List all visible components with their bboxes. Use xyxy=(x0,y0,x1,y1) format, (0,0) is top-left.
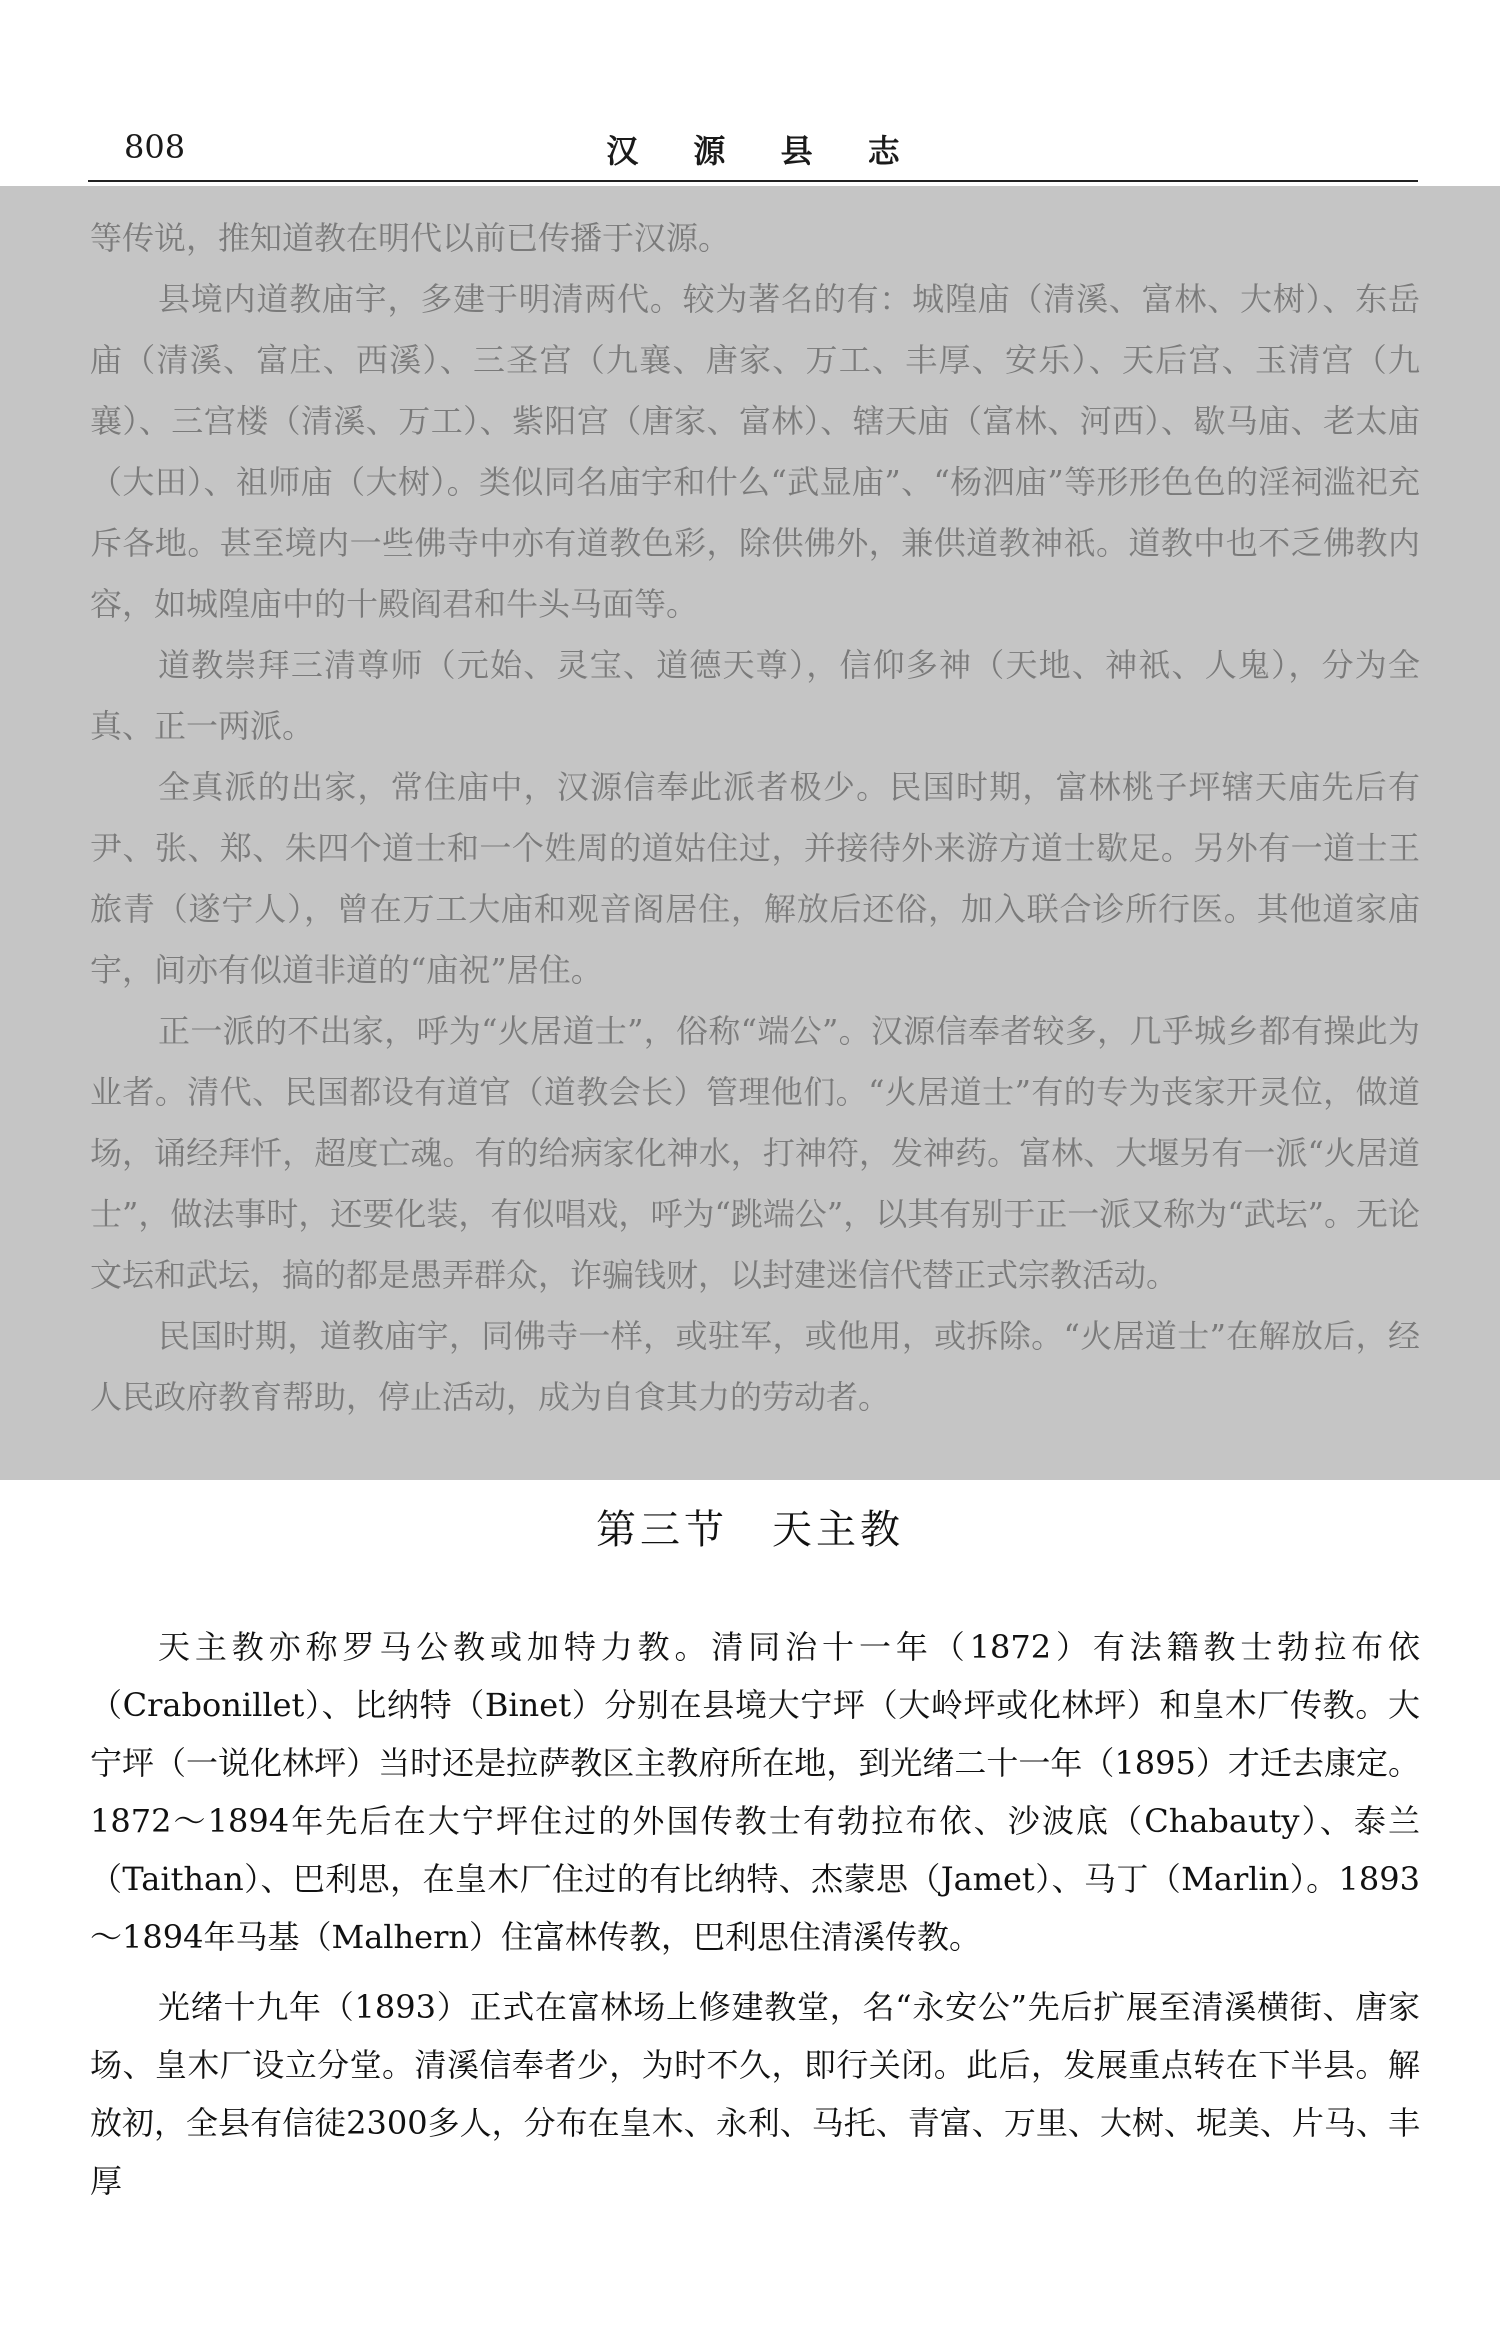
page-header xyxy=(88,120,1418,182)
page-number: 808 xyxy=(124,128,186,166)
shaded-paragraph: 全真派的出家，常住庙中，汉源信奉此派者极少。民国时期，富林桃子坪辖天庙先后有尹、张、郑、朱四个道士和一个姓周的道姑住过，并接待外来游方道士歇足。另外有一道士王旅青（遂宁人），曾在万工大庙和观音阁居住，解放后还俗，加入联合诊所行医。其他道家庙宇，间亦有似道非道的“庙祝”居住。 xyxy=(90,768,1420,989)
shaded-text-block xyxy=(90,208,1420,1428)
shaded-paragraph: 道教崇拜三清尊师（元始、灵宝、道德天尊），信仰多神（天地、神祇、人鬼），分为全真、正一两派。 xyxy=(90,646,1420,745)
shaded-paragraph: 县境内道教庙宇，多建于明清两代。较为著名的有：城隍庙（清溪、富林、大树）、东岳庙（清溪、富庄、西溪）、三圣宫（九襄、唐家、万工、丰厚、安乐）、天后宫、玉清宫（九襄）、三宫楼（清溪、万工）、紫阳宫（唐家、富林）、辖天庙（富林、河西）、歇马庙、老太庙（大田）、祖师庙（大树）。类似同名庙宇和什么“武显庙”、“杨泗庙”等形形色色的淫祠滥祀充斥各地。甚至境内一些佛寺中亦有道教色彩，除供佛外，兼供道教神祇。道教中也不乏佛教内容，如城隍庙中的十殿阎君和牛头马面等。 xyxy=(90,280,1420,623)
main-text-block xyxy=(90,1618,1420,2210)
section-title: 第三节 天主教 xyxy=(596,1507,904,1553)
shaded-paragraph: 民国时期，道教庙宇，同佛寺一样，或驻军，或他用，或拆除。“火居道士”在解放后，经人民政府教育帮助，停止活动，成为自食其力的劳动者。 xyxy=(90,1317,1420,1416)
main-paragraph: 天主教亦称罗马公教或加特力教。清同治十一年（1872）有法籍教士勃拉布依（Crabonillet）、比纳特（Binet）分别在县境大宁坪（大岭坪或化林坪）和皇木厂传教。大宁坪（一说化林坪）当时还是拉萨教区主教府所在地，到光绪二十一年（1895）才迁去康定。1872～1894年先后在大宁坪住过的外国传教士有勃拉布依、沙波底（Chabauty）、泰兰（Taithan）、巴利思，在皇木厂住过的有比纳特、杰蒙思（Jamet）、马丁（Marlin）。1893～1894年马基（Malhern）住富林传教，巴利思住清溪传教。 xyxy=(90,1628,1420,1956)
main-paragraph: 光绪十九年（1893）正式在富林场上修建教堂，名“永安公”先后扩展至清溪横街、唐家场、皇木厂设立分堂。清溪信奉者少，为时不久，即行关闭。此后，发展重点转在下半县。解放初，全县有信徒2300多人，分布在皇木、永利、马托、青富、万里、大树、坭美、片马、丰厚 xyxy=(90,1988,1420,2200)
shaded-paragraph: 正一派的不出家，呼为“火居道士”，俗称“端公”。汉源信奉者较多，几乎城乡都有操此为业者。清代、民国都设有道官（道教会长）管理他们。“火居道士”有的专为丧家开灵位，做道场，诵经拜忏，超度亡魂。有的给病家化神水，打神符，发神药。富林、大堰另有一派“火居道士”，做法事时，还要化装，有似唱戏，呼为“跳端公”，以其有别于正一派又称为“武坛”。无论文坛和武坛，搞的都是愚弄群众，诈骗钱财，以封建迷信代替正式宗教活动。 xyxy=(90,1012,1420,1294)
shaded-paragraph: 等传说，推知道教在明代以前已传播于汉源。 xyxy=(90,219,731,257)
book-title: 汉 源 县 志 xyxy=(606,132,922,170)
